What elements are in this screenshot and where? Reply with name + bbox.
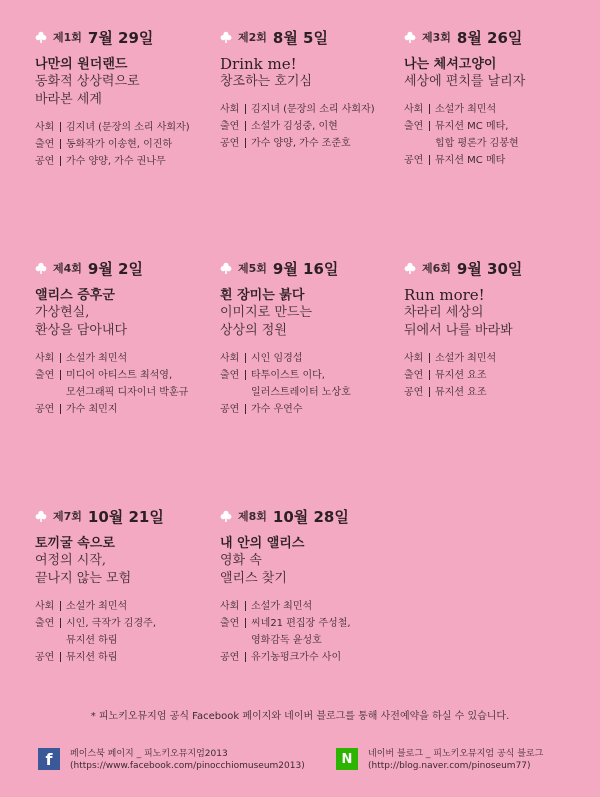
info-label: 사회 — [35, 122, 55, 133]
club-icon — [35, 507, 53, 526]
info-row — [220, 135, 400, 152]
info-value: 소설가 최민석 — [66, 353, 128, 364]
session-header — [404, 257, 584, 279]
session-header — [35, 257, 215, 279]
info-label: 사회 — [220, 104, 240, 115]
info-row — [404, 101, 584, 118]
session-title: 내 안의 앨리스 — [220, 536, 305, 551]
info-row — [404, 384, 584, 401]
club-icon — [220, 28, 238, 47]
info-label: 출연 — [220, 121, 240, 132]
info-label: 공연 — [220, 404, 240, 415]
info-value: 소설가 최민석 — [251, 601, 313, 612]
info-row — [220, 649, 400, 666]
info-row — [35, 119, 215, 136]
info-value: 가수 양양, 가수 조준호 — [251, 138, 351, 149]
divider — [245, 601, 246, 611]
info-label: 출연 — [404, 121, 424, 132]
divider — [60, 122, 61, 132]
info-label: 공연 — [35, 156, 55, 167]
info-value: 뮤지션 요조 — [435, 370, 487, 381]
session-8 — [220, 505, 400, 666]
session-round: 제8회 — [238, 510, 267, 523]
info-row — [35, 350, 215, 367]
session-subtitle: 동화적 상상력으로 바라본 세계 — [35, 74, 140, 107]
session-title: Run more! — [404, 286, 485, 304]
info-row — [220, 401, 400, 418]
divider — [60, 618, 61, 628]
info-value: 시인 임경섭 — [251, 353, 303, 364]
info-value: 유기농펑크가수 사이 — [251, 652, 342, 663]
session-3 — [404, 26, 584, 169]
session-subtitle: 창조하는 호기심 — [220, 74, 313, 89]
session-2 — [220, 26, 400, 152]
session-title: 흰 장미는 붉다 — [220, 288, 305, 303]
session-date: 9월 30일 — [456, 259, 523, 278]
session-4 — [35, 257, 215, 418]
session-date: 10월 21일 — [87, 507, 164, 526]
session-subtitle: 세상에 편치를 날리자 — [404, 74, 526, 89]
info-label: 출연 — [220, 618, 240, 629]
info-label: 사회 — [220, 353, 240, 364]
info-value: 소설가 최민석 — [66, 601, 128, 612]
info-value: 소설가 최민석 — [435, 353, 497, 364]
info-value: 소설가 김성중, 이현 — [251, 121, 338, 132]
divider — [245, 370, 246, 380]
session-info — [404, 350, 584, 401]
club-icon — [35, 259, 53, 278]
info-value: 뮤지션 요조 — [435, 387, 487, 398]
info-label: 공연 — [404, 387, 424, 398]
session-subtitle: 가상현실, 환상을 담아내다 — [35, 305, 128, 338]
info-row — [35, 367, 215, 401]
divider — [60, 353, 61, 363]
session-date: 8월 26일 — [456, 28, 523, 47]
info-row — [220, 367, 400, 401]
session-date: 8월 5일 — [272, 28, 328, 47]
info-value: 시인, 극작가 김경주, 뮤지션 하림 — [66, 618, 156, 646]
session-round: 제7회 — [53, 510, 82, 523]
info-row — [35, 615, 215, 649]
info-value: 미디어 아티스트 최석영, 모션그래픽 디자이너 박훈규 — [66, 370, 189, 398]
info-label: 공연 — [404, 155, 424, 166]
info-value: 가수 최민지 — [66, 404, 118, 415]
divider — [60, 601, 61, 611]
facebook-label: 페이스북 페이지 _ 피노키오뮤지엄2013 — [70, 749, 228, 759]
info-label: 공연 — [220, 138, 240, 149]
divider — [60, 404, 61, 414]
divider — [245, 121, 246, 131]
session-header — [35, 26, 215, 48]
session-1 — [35, 26, 215, 170]
info-value: 뮤지션 MC 메타, 힙합 평론가 김봉현 — [435, 121, 519, 149]
divider — [245, 138, 246, 148]
info-value: 타투이스트 이다, 일러스트레이터 노상호 — [251, 370, 351, 398]
divider — [429, 155, 430, 165]
divider — [245, 618, 246, 628]
session-title: 토끼굴 속으로 — [35, 536, 115, 551]
naver-icon: N — [336, 748, 358, 770]
info-row — [220, 615, 400, 649]
session-header — [404, 26, 584, 48]
info-value: 소설가 최민석 — [435, 104, 497, 115]
facebook-url[interactable]: (https://www.facebook.com/pinocchiomuseum2013) — [70, 761, 305, 771]
info-label: 사회 — [220, 601, 240, 612]
info-row — [404, 118, 584, 152]
session-round: 제6회 — [422, 262, 451, 275]
divider — [60, 139, 61, 149]
session-round: 제1회 — [53, 31, 82, 44]
session-round: 제3회 — [422, 31, 451, 44]
info-value: 가수 양양, 가수 권나무 — [66, 156, 166, 167]
info-row — [35, 401, 215, 418]
info-row — [220, 118, 400, 135]
info-label: 사회 — [35, 601, 55, 612]
session-date: 9월 2일 — [87, 259, 143, 278]
info-label: 출연 — [404, 370, 424, 381]
info-row — [220, 350, 400, 367]
session-info — [35, 598, 215, 666]
facebook-link[interactable] — [38, 748, 305, 772]
info-value: 동화작가 이송현, 이진하 — [66, 139, 173, 150]
session-header — [220, 505, 400, 527]
info-label: 출연 — [35, 370, 55, 381]
reservation-note: * 피노키오뮤지엄 공식 Facebook 페이지와 네이버 블로그를 통해 사전예약을 하실 수 있습니다. — [90, 711, 510, 722]
info-value: 씨네21 편집장 주성철, 영화감독 윤성호 — [251, 618, 351, 646]
session-date: 9월 16일 — [272, 259, 339, 278]
info-value: 가수 우연수 — [251, 404, 303, 415]
session-header — [220, 26, 400, 48]
naver-blog-link[interactable] — [336, 748, 543, 772]
info-value: 김지녀 (문장의 소리 사회자) — [251, 104, 375, 115]
divider — [245, 652, 246, 662]
divider — [429, 370, 430, 380]
divider — [245, 353, 246, 363]
info-row — [404, 367, 584, 384]
session-title: 앨리스 증후군 — [35, 288, 115, 303]
info-row — [404, 350, 584, 367]
naver-url[interactable]: (http://blog.naver.com/pinoseum77) — [368, 761, 531, 771]
session-header — [35, 505, 215, 527]
info-value: 김지녀 (문장의 소리 사회자) — [66, 122, 190, 133]
info-label: 사회 — [35, 353, 55, 364]
naver-label: 네이버 블로그 _ 피노키오뮤지엄 공식 블로그 — [368, 749, 544, 759]
divider — [245, 404, 246, 414]
info-label: 출연 — [35, 139, 55, 150]
info-row — [35, 649, 215, 666]
session-round: 제2회 — [238, 31, 267, 44]
session-info — [220, 598, 400, 666]
session-subtitle: 차라리 세상의 뒤에서 나를 바라봐 — [404, 305, 513, 338]
session-header — [220, 257, 400, 279]
divider — [60, 156, 61, 166]
session-info — [220, 350, 400, 418]
session-title: 나는 체셔고양이 — [404, 57, 497, 72]
info-row — [404, 152, 584, 169]
info-row — [220, 598, 400, 615]
info-label: 사회 — [404, 104, 424, 115]
session-round: 제4회 — [53, 262, 82, 275]
session-date: 7월 29일 — [87, 28, 154, 47]
session-subtitle: 영화 속 앨리스 찾기 — [220, 553, 287, 586]
divider — [245, 104, 246, 114]
info-value: 뮤지션 하림 — [66, 652, 118, 663]
info-row — [35, 153, 215, 170]
session-date: 10월 28일 — [272, 507, 349, 526]
session-title: Drink me! — [220, 55, 297, 73]
info-label: 공연 — [220, 652, 240, 663]
divider — [429, 121, 430, 131]
info-label: 공연 — [35, 652, 55, 663]
divider — [429, 104, 430, 114]
info-value: 뮤지션 MC 메타 — [435, 155, 506, 166]
session-info — [404, 101, 584, 169]
info-label: 사회 — [404, 353, 424, 364]
session-title: 나만의 원더랜드 — [35, 57, 128, 72]
session-info — [35, 119, 215, 170]
divider — [60, 370, 61, 380]
session-7 — [35, 505, 215, 666]
session-6 — [404, 257, 584, 401]
info-label: 출연 — [35, 618, 55, 629]
club-icon — [404, 259, 422, 278]
club-icon — [404, 28, 422, 47]
divider — [429, 353, 430, 363]
divider — [60, 652, 61, 662]
session-subtitle: 여정의 시작, 끝나지 않는 모험 — [35, 553, 132, 586]
session-info — [35, 350, 215, 418]
info-label: 출연 — [220, 370, 240, 381]
session-round: 제5회 — [238, 262, 267, 275]
club-icon — [220, 259, 238, 278]
session-5 — [220, 257, 400, 418]
divider — [429, 387, 430, 397]
info-row — [220, 101, 400, 118]
info-row — [35, 598, 215, 615]
info-label: 공연 — [35, 404, 55, 415]
info-row — [35, 136, 215, 153]
club-icon — [35, 28, 53, 47]
session-info — [220, 101, 400, 152]
club-icon — [220, 507, 238, 526]
session-subtitle: 이미지로 만드는 상상의 정원 — [220, 305, 313, 338]
facebook-icon: f — [38, 748, 60, 770]
